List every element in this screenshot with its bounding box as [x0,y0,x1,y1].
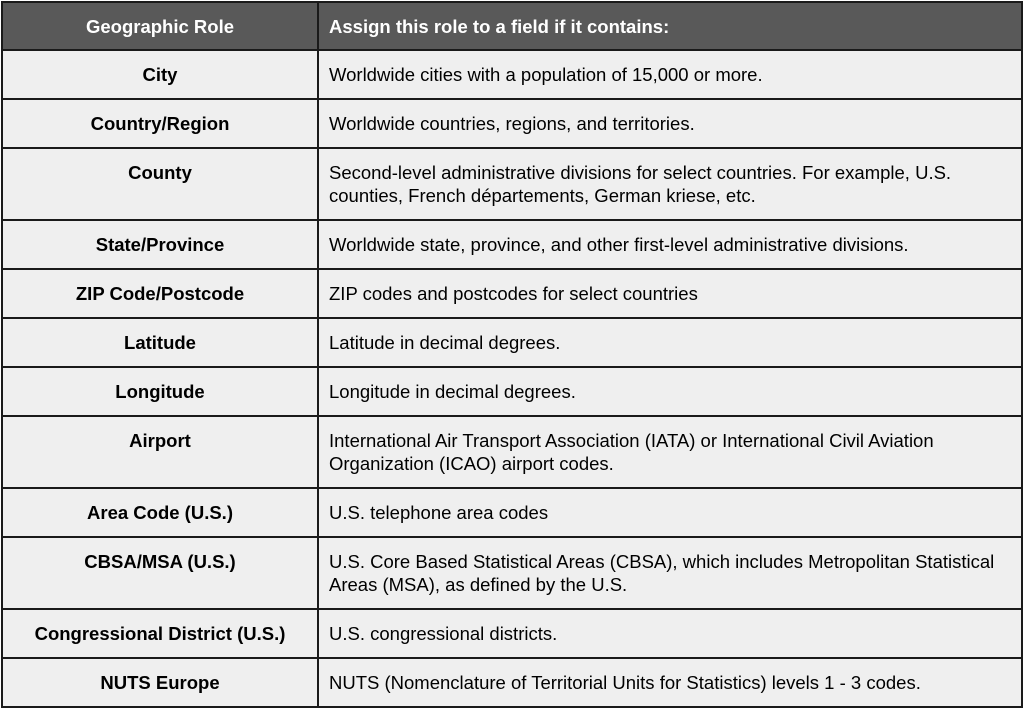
description-cell: Worldwide countries, regions, and territories. [318,99,1022,148]
description-cell: Worldwide state, province, and other first-level administrative divisions. [318,220,1022,269]
description-cell: U.S. Core Based Statistical Areas (CBSA), which includes Metropolitan Statistical Areas (MSA), as defined by the U.S. [318,537,1022,609]
geographic-roles-table [1,1,1023,708]
role-cell: Latitude [2,318,318,367]
role-cell: Area Code (U.S.) [2,488,318,537]
header-assign-role-description: Assign this role to a field if it contains: [318,2,1022,50]
table-row [2,269,1022,318]
description-cell: NUTS (Nomenclature of Territorial Units for Statistics) levels 1 - 3 codes. [318,658,1022,707]
description-cell: Second-level administrative divisions for select countries. For example, U.S. counties, French départements, German kriese, etc. [318,148,1022,220]
table-row [2,148,1022,220]
role-cell: City [2,50,318,99]
table-row [2,416,1022,488]
role-cell: Longitude [2,367,318,416]
table-row [2,488,1022,537]
role-cell: Country/Region [2,99,318,148]
table-row [2,99,1022,148]
description-cell: Latitude in decimal degrees. [318,318,1022,367]
table-row [2,609,1022,658]
role-cell: Congressional District (U.S.) [2,609,318,658]
description-cell: International Air Transport Association (IATA) or International Civil Aviation Organization (ICAO) airport codes. [318,416,1022,488]
table-row [2,50,1022,99]
table-body [2,50,1022,707]
role-cell: Airport [2,416,318,488]
description-cell: Longitude in decimal degrees. [318,367,1022,416]
role-cell: CBSA/MSA (U.S.) [2,537,318,609]
header-row [2,2,1022,50]
table-row [2,537,1022,609]
table-header [2,2,1022,50]
description-cell: ZIP codes and postcodes for select countries [318,269,1022,318]
role-cell: State/Province [2,220,318,269]
description-cell: U.S. telephone area codes [318,488,1022,537]
description-cell: U.S. congressional districts. [318,609,1022,658]
table-row [2,658,1022,707]
table-row [2,367,1022,416]
description-cell: Worldwide cities with a population of 15,000 or more. [318,50,1022,99]
role-cell: ZIP Code/Postcode [2,269,318,318]
table-row [2,220,1022,269]
role-cell: County [2,148,318,220]
role-cell: NUTS Europe [2,658,318,707]
header-geographic-role: Geographic Role [2,2,318,50]
table-row [2,318,1022,367]
